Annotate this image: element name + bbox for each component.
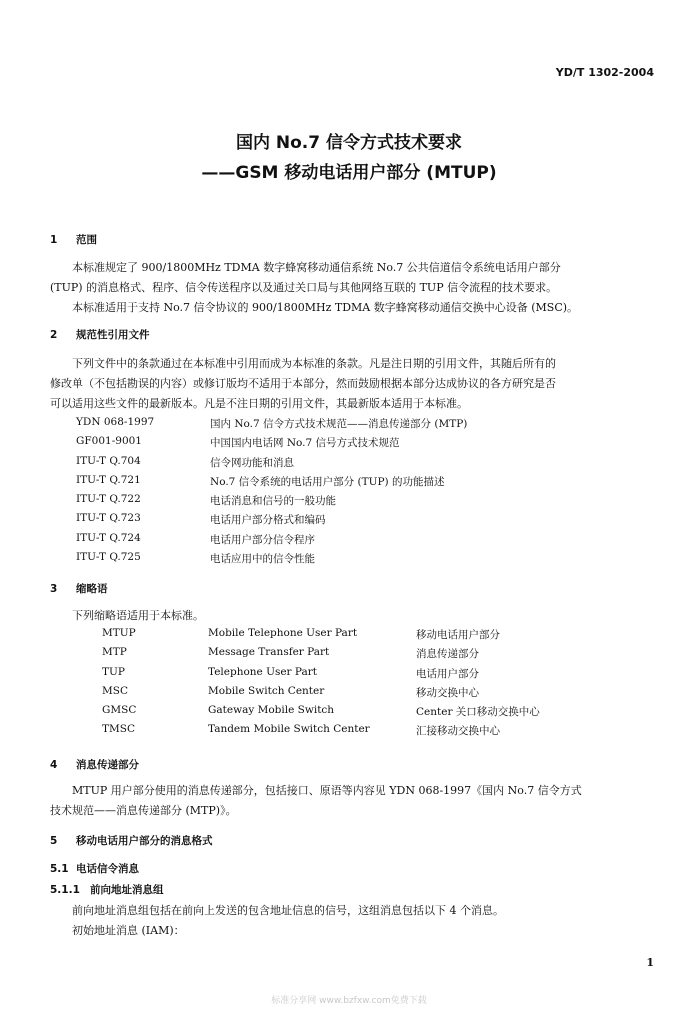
abbr-english: Telephone User Part	[208, 665, 317, 678]
table-row	[76, 551, 636, 570]
reference-code: YDN 068-1997	[76, 416, 155, 428]
abbr-chinese: 消息传递部分	[416, 648, 479, 661]
paragraph-line: 下列缩略语适用于本标准。	[72, 609, 204, 622]
table-row	[76, 493, 636, 512]
watermark-footer: 标准分享网 www.bzfxw.com免费下载	[271, 996, 427, 1006]
section-2-heading	[50, 327, 150, 342]
abbr-cell: MTP	[102, 646, 127, 659]
reference-title: 信令网功能和消息	[210, 456, 294, 469]
reference-code: GF001-9001	[76, 435, 142, 448]
paragraph-line: 下列文件中的条款通过在本标准中引用而成为本标准的条款。凡是注日期的引用文件，其随后所有的	[72, 357, 556, 370]
reference-code: ITU-T Q.704	[76, 454, 141, 467]
abbr-cell: TUP	[102, 665, 125, 678]
reference-code: ITU-T Q.723	[76, 512, 141, 525]
section-title: 范围	[76, 234, 97, 246]
abbr-cell: MTUP	[102, 627, 136, 639]
table-row	[102, 627, 622, 646]
table-row	[76, 435, 636, 454]
paragraph-line: 本标准适用于支持 No.7 信令协议的 900/1800MHz TDMA 数字蜂窝移动通信交换中心设备 (MSC)。	[72, 301, 579, 314]
abbr-english: Message Transfer Part	[208, 646, 330, 659]
table-row	[102, 704, 622, 723]
section-title: 移动电话用户部分的消息格式	[76, 835, 213, 847]
section-number: 5	[50, 835, 58, 847]
section-4-heading	[50, 757, 139, 772]
standard-number: YD/T 1302-2004	[555, 66, 654, 79]
abbr-english: Gateway Mobile Switch	[208, 704, 335, 717]
section-1-heading	[50, 232, 97, 247]
reference-title: No.7 信令系统的电话用户部分 (TUP) 的功能描述	[210, 475, 445, 488]
paragraph-line: 可以适用这些文件的最新版本。凡是不注日期的引用文件，其最新版本适用于本标准。	[50, 397, 468, 410]
abbr-cell: MSC	[102, 684, 128, 697]
reference-title: 电话应用中的信令性能	[210, 553, 315, 566]
section-title: 规范性引用文件	[76, 329, 150, 341]
reference-code: ITU-T Q.722	[76, 493, 141, 506]
subsection-5-1-heading	[50, 861, 139, 876]
section-title: 缩略语	[76, 583, 108, 595]
table-row	[102, 666, 622, 685]
abbr-chinese: 移动交换中心	[416, 686, 479, 699]
reference-title: 电话用户部分信令程序	[210, 533, 315, 546]
section-number: 4	[50, 759, 58, 771]
reference-code: ITU-T Q.725	[76, 551, 141, 564]
section-title: 消息传递部分	[76, 759, 139, 771]
section-number: 5.1.1	[50, 884, 80, 896]
reference-code: ITU-T Q.721	[76, 473, 141, 486]
reference-title: 电话用户部分格式和编码	[210, 514, 326, 527]
references-table	[76, 416, 636, 570]
paragraph-line: 初始地址消息 (IAM)：	[72, 924, 185, 937]
table-row	[102, 646, 622, 665]
reference-title: 中国国内电话网 No.7 信号方式技术规范	[210, 437, 400, 450]
section-5-heading	[50, 833, 213, 848]
section-number: 2	[50, 329, 58, 341]
section-title: 电话信令消息	[76, 863, 139, 875]
abbr-english: Mobile Switch Center	[208, 684, 325, 697]
table-row	[76, 416, 636, 435]
section-3-heading	[50, 581, 108, 596]
table-row	[76, 455, 636, 474]
abbr-chinese: 移动电话用户部分	[416, 629, 500, 641]
table-row	[76, 474, 636, 493]
reference-title: 电话消息和信号的一般功能	[210, 495, 336, 508]
page-number: 1	[646, 956, 654, 969]
reference-title: 国内 No.7 信令方式技术规范——消息传递部分 (MTP)	[210, 418, 468, 430]
section-4-body	[50, 781, 582, 821]
section-5-body	[50, 901, 504, 941]
section-title: 前向地址消息组	[90, 884, 164, 896]
paragraph-line: 修改单（不包括勘误的内容）或修订版均不适用于本部分，然而鼓励根据本部分达成协议的各方研究是否	[50, 377, 556, 390]
abbr-chinese: Center 关口移动交换中心	[416, 706, 540, 719]
table-row	[102, 685, 622, 704]
table-row	[76, 532, 636, 551]
abbr-english: Tandem Mobile Switch Center	[208, 723, 370, 736]
section-number: 3	[50, 583, 58, 595]
abbreviations-table	[102, 627, 622, 743]
abbr-cell: GMSC	[102, 704, 137, 717]
paragraph-line: 前向地址消息组包括在前向上发送的包含地址信息的信号，这组消息包括以下 4 个消息。	[72, 904, 504, 917]
section-1-body	[50, 258, 578, 318]
abbr-chinese: 电话用户部分	[416, 667, 479, 680]
section-number: 1	[50, 234, 58, 246]
paragraph-line: 技术规范——消息传递部分 (MTP)》。	[50, 804, 237, 817]
subsection-5-1-1-heading	[50, 882, 164, 897]
paragraph-line: 本标准规定了 900/1800MHz TDMA 数字蜂窝移动通信系统 No.7 公共信道信令系统电话用户部分	[72, 261, 561, 274]
reference-code: ITU-T Q.724	[76, 531, 141, 544]
section-number: 5.1	[50, 863, 69, 875]
table-row	[102, 723, 622, 742]
abbr-chinese: 汇接移动交换中心	[416, 725, 500, 738]
section-3-intro	[50, 606, 204, 626]
table-row	[76, 512, 636, 531]
document-title-line1: 国内 No.7 信令方式技术要求	[235, 133, 463, 153]
paragraph-line: MTUP 用户部分使用的消息传递部分，包括接口、原语等内容见 YDN 068-1997《国内 No.7 信令方式	[72, 784, 582, 797]
document-title-line2: ——GSM 移动电话用户部分 (MTUP)	[201, 163, 497, 183]
abbr-cell: TMSC	[102, 723, 135, 736]
abbr-english: Mobile Telephone User Part	[208, 627, 358, 639]
section-2-body	[50, 354, 556, 414]
paragraph-line: (TUP) 的消息格式、程序、信令传送程序以及通过关口局与其他网络互联的 TUP 信令流程的技术要求。	[50, 281, 558, 294]
